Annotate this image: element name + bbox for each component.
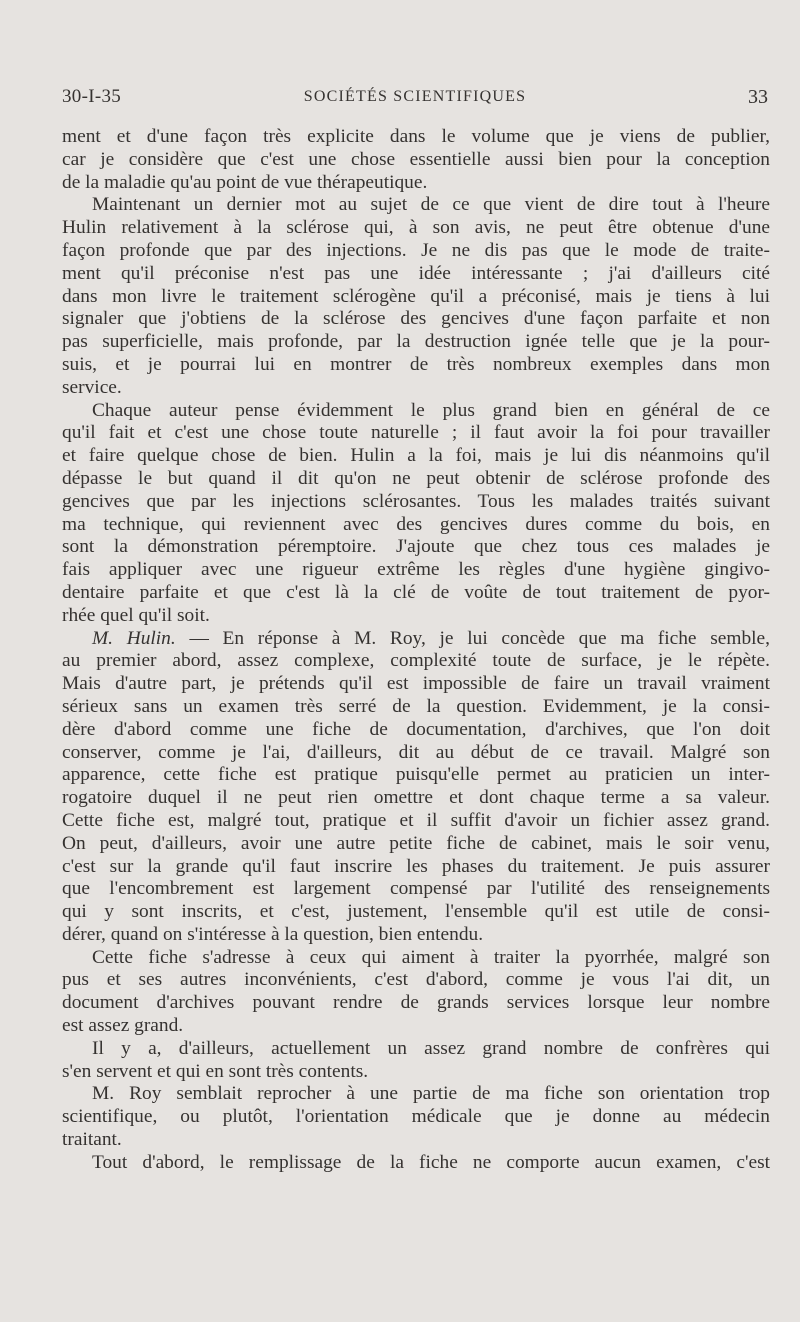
text-line: [62, 582, 770, 605]
text-line: [62, 263, 770, 286]
text-line: [62, 856, 770, 879]
text-line: [62, 1083, 770, 1106]
line-text: Mais d'autre part, je prétends qu'il est impossible de faire un travail vraiment: [62, 673, 770, 695]
line-text: fais appliquer avec une rigueur extrême les règles d'une hygiène gingivo-: [62, 559, 770, 581]
line-text: dentaire parfaite et que c'est là la clé de voûte de tout traitement de pyor-: [62, 581, 770, 603]
line-text: pus et ses autres inconvénients, c'est d'abord, comme je vous l'ai dit, un: [62, 969, 770, 991]
text-line: [62, 1061, 770, 1084]
text-line: [62, 924, 770, 947]
text-line: [62, 149, 770, 172]
text-line: [62, 400, 770, 423]
text-line: [62, 878, 770, 901]
text-line: [62, 742, 770, 765]
line-text: suis, et je pourrai lui en montrer de très nombreux exemples dans mon: [62, 353, 770, 375]
line-text: dère d'abord comme une fiche de documentation, d'archives, que l'on doit: [62, 718, 770, 740]
text-line: [62, 1129, 770, 1152]
text-line: [62, 673, 770, 696]
text-line: [62, 559, 770, 582]
text-line: [62, 377, 770, 400]
page-number: 33: [748, 86, 768, 108]
line-text: Chaque auteur pense évidemment le plus grand bien en général de ce: [92, 399, 770, 421]
line-text: dérer, quand on s'intéresse à la question, bien entendu.: [62, 923, 484, 945]
text-line: [62, 810, 770, 833]
text-line: [62, 445, 770, 468]
text-line: [62, 331, 770, 354]
text-line: [62, 628, 770, 651]
body-text: [62, 126, 770, 1175]
line-text: M. Roy semblait reprocher à une partie de ma fiche son orientation trop: [92, 1083, 770, 1105]
line-text: — En réponse à M. Roy, je lui concède que ma fiche semble,: [175, 627, 770, 649]
line-text: s'en servent et qui en sont très contents.: [62, 1060, 369, 1082]
line-text: pas superficielle, mais profonde, par la destruction ignée telle que je la pour-: [62, 331, 770, 353]
text-line: [62, 605, 770, 628]
line-text: gencives que par les injections sclérosantes. Tous les malades traités suivant: [62, 490, 770, 512]
line-text: Tout d'abord, le remplissage de la fiche ne comporte aucun examen, c'est: [92, 1151, 770, 1173]
text-line: [62, 217, 770, 240]
line-text: Il y a, d'ailleurs, actuellement un assez grand nombre de confrères qui: [92, 1037, 770, 1059]
line-text: c'est sur la grande qu'il faut inscrire les phases du traitement. Je puis assurer: [62, 855, 770, 877]
line-text: Maintenant un dernier mot au sujet de ce que vient de dire tout à l'heure: [92, 194, 770, 216]
text-line: [62, 901, 770, 924]
line-text: rogatoire duquel il ne peut rien omettre et dont chaque terme a sa valeur.: [62, 787, 770, 809]
running-head: [62, 84, 768, 110]
line-text: document d'archives pouvant rendre de grands services lorsque leur nombre: [62, 992, 770, 1014]
line-text: qu'il fait et c'est une chose toute naturelle ; il faut avoir la foi pour travailler: [62, 422, 770, 444]
text-line: [62, 536, 770, 559]
text-line: [62, 491, 770, 514]
line-text: sont la démonstration péremptoire. J'ajoute que chez tous ces malades je: [62, 536, 770, 558]
text-line: [62, 194, 770, 217]
text-line: [62, 992, 770, 1015]
line-text: façon profonde que par des injections. Je ne dis pas que le mode de traite-: [62, 239, 770, 261]
text-line: [62, 696, 770, 719]
text-line: [62, 833, 770, 856]
line-text: apparence, cette fiche est pratique puisqu'elle permet au praticien un inter-: [62, 764, 770, 786]
text-line: [62, 126, 770, 149]
text-line: [62, 969, 770, 992]
line-text: dépasse le but quand il dit qu'on ne peut obtenir de sclérose profonde des: [62, 467, 770, 489]
journal-section-title: SOCIÉTÉS SCIENTIFIQUES: [303, 88, 527, 105]
text-line: [62, 650, 770, 673]
line-text: sérieux sans un examen très serré de la question. Evidemment, je la consi-: [62, 695, 770, 717]
text-line: [62, 172, 770, 195]
line-text: rhée quel qu'il soit.: [62, 604, 210, 626]
line-text: ment qu'il préconise n'est pas une idée intéressante ; j'ai d'ailleurs cité: [62, 262, 770, 284]
text-line: [62, 468, 770, 491]
line-text: de la maladie qu'au point de vue thérapeutique.: [62, 171, 428, 193]
line-text: ma technique, qui reviennent avec des gencives dures comme du bois, en: [62, 513, 770, 535]
text-line: [62, 240, 770, 263]
text-line: [62, 787, 770, 810]
line-text: traitant.: [62, 1129, 122, 1151]
line-text: dans mon livre le traitement sclérogène qu'il a préconisé, mais je tiens à lui: [62, 285, 770, 307]
line-text: car je considère que c'est une chose essentielle aussi bien pour la conception: [62, 148, 770, 170]
speaker-name: M. Hulin.: [92, 627, 176, 649]
line-text: que l'encombrement est largement compensé par l'utilité des renseignements: [62, 878, 770, 900]
line-text: signaler que j'obtiens de la sclérose des gencives d'une façon parfaite et non: [62, 308, 770, 330]
text-line: [62, 514, 770, 537]
line-text: qui y sont inscrits, et c'est, justement, l'ensemble qu'il est utile de consi-: [62, 901, 770, 923]
text-line: [62, 422, 770, 445]
text-line: [62, 354, 770, 377]
line-text: Hulin relativement à la sclérose qui, à son avis, ne peut être obtenue d'une: [62, 217, 770, 239]
text-line: [62, 1152, 770, 1175]
text-line: [62, 719, 770, 742]
text-line: [62, 1106, 770, 1129]
line-text: est assez grand.: [62, 1015, 184, 1037]
text-line: [62, 947, 770, 970]
line-text: conserver, comme je l'ai, d'ailleurs, dit au début de ce travail. Malgré son: [62, 741, 770, 763]
text-line: [62, 1038, 770, 1061]
line-text: Cette fiche est, malgré tout, pratique et il suffit d'avoir un fichier assez grand.: [62, 809, 770, 831]
text-line: [62, 1015, 770, 1038]
text-line: [62, 308, 770, 331]
line-text: On peut, d'ailleurs, avoir une autre petite fiche de cabinet, mais le soir venu,: [62, 832, 770, 854]
line-text: Cette fiche s'adresse à ceux qui aiment à traiter la pyorrhée, malgré son: [92, 946, 770, 968]
session-date: 30-I-35: [62, 86, 122, 107]
line-text: ment et d'une façon très explicite dans le volume que je viens de publier,: [62, 126, 770, 147]
text-line: [62, 764, 770, 787]
text-line: [62, 286, 770, 309]
line-text: au premier abord, assez complexe, complexité toute de surface, je le répète.: [62, 650, 770, 672]
line-text: scientifique, ou plutôt, l'orientation médicale que je donne au médecin: [62, 1106, 770, 1128]
line-text: service.: [62, 376, 122, 398]
line-text: et faire quelque chose de bien. Hulin a la foi, mais je lui dis néanmoins qu'il: [62, 445, 770, 467]
